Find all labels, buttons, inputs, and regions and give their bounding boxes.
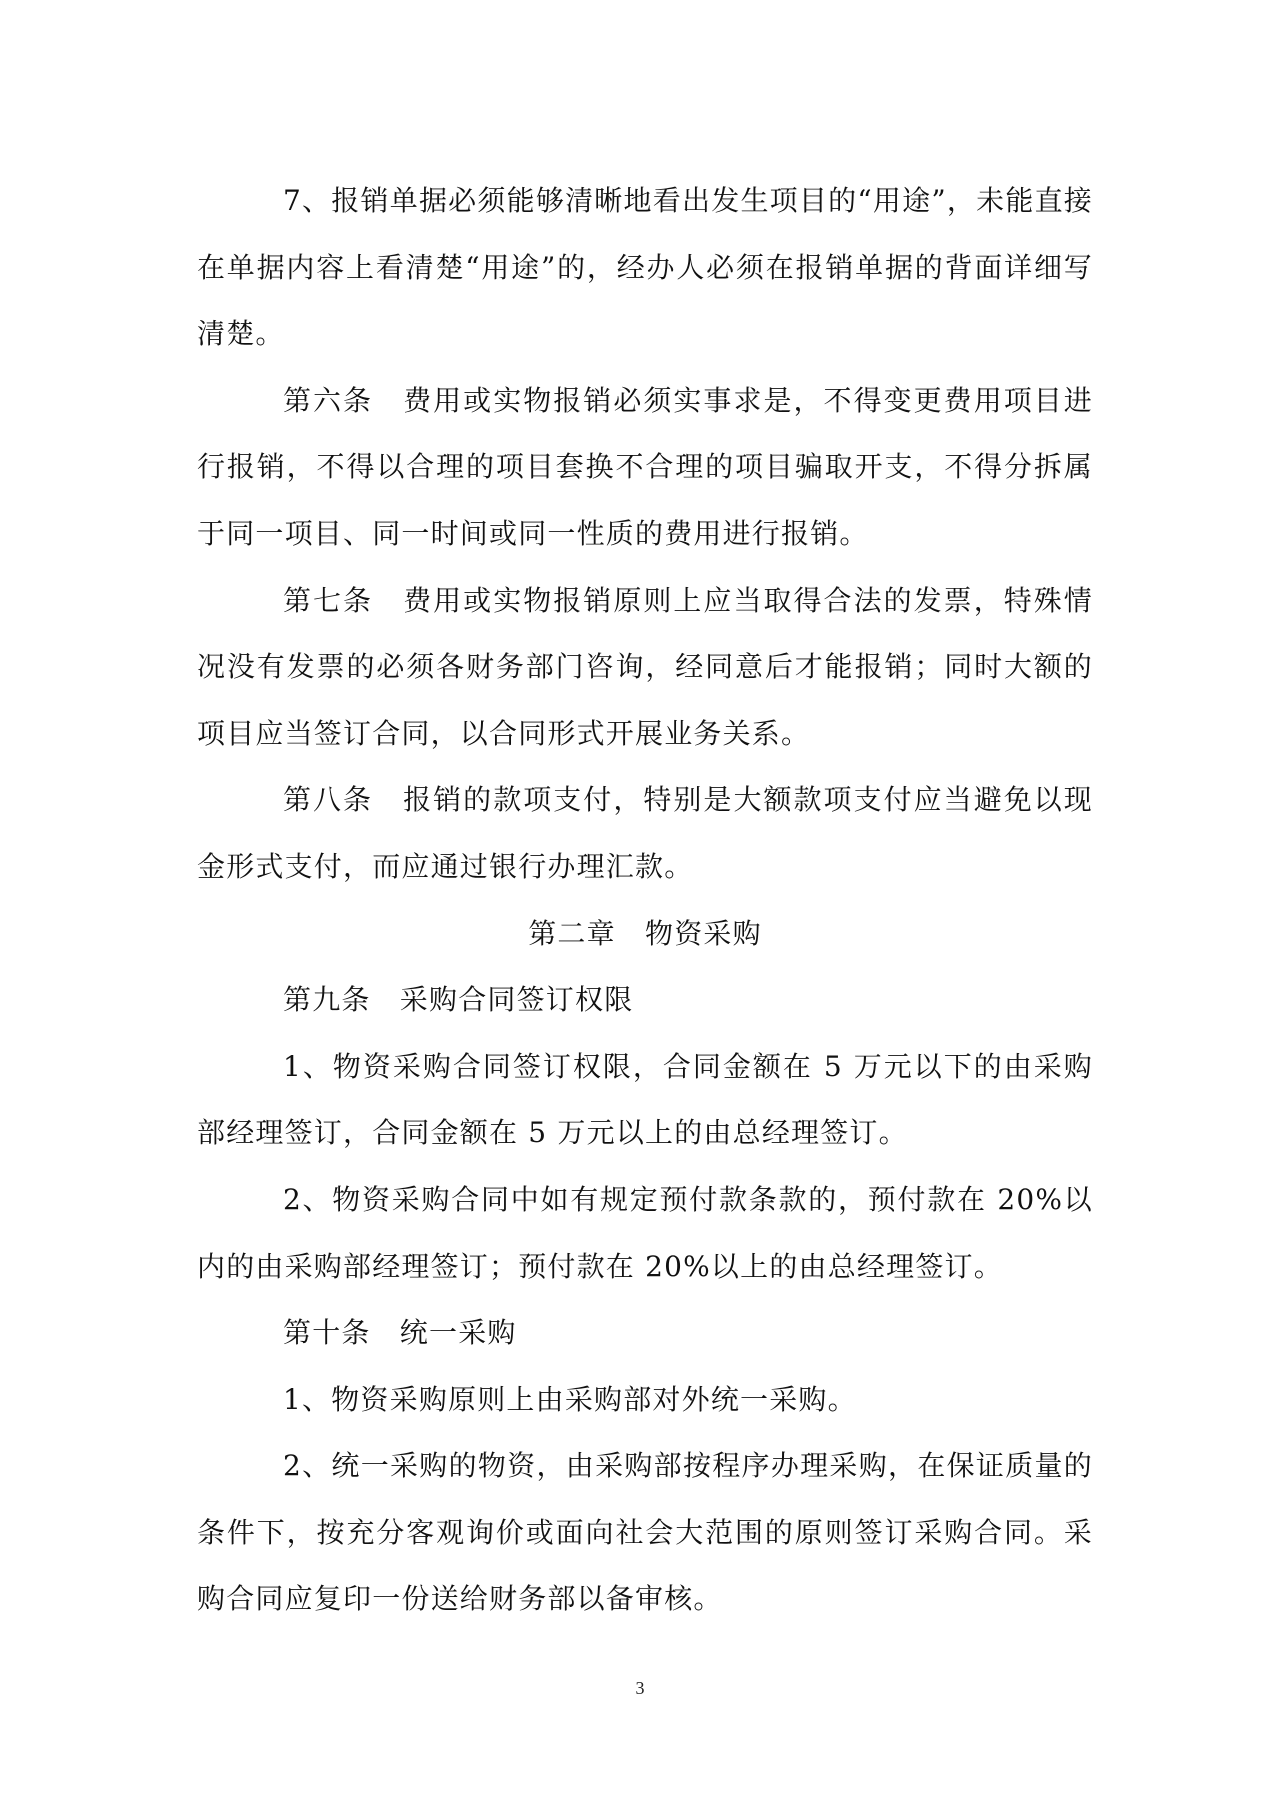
document-body [197, 168, 1093, 1633]
paragraph-article-9-title: 第九条 采购合同签订权限 [283, 983, 634, 1017]
paragraph-article-9-item-1: 1、物资采购合同签订权限，合同金额在 5 万元以下的由采购部经理签订，合同金额在 5 万元以上的由总经理签订。 [197, 1049, 1093, 1150]
page-number: 3 [635, 1678, 645, 1698]
paragraph-article-10-item-1: 1、物资采购原则上由采购部对外统一采购。 [283, 1382, 857, 1416]
paragraph-item-7-usage: 7、报销单据必须能够清晰地看出发生项目的“用途”，未能直接在单据内容上看清楚“用途”的，经办人必须在报销单据的背面详细写清楚。 [197, 184, 1093, 351]
paragraph-article-7: 第七条 费用或实物报销原则上应当取得合法的发票，特殊情况没有发票的必须各财务部门咨询，经同意后才能报销；同时大额的项目应当签订合同，以合同形式开展业务关系。 [197, 583, 1093, 750]
chapter-heading: 第二章 物资采购 [528, 916, 762, 950]
paragraph-article-6: 第六条 费用或实物报销必须实事求是，不得变更费用项目进行报销，不得以合理的项目套换不合理的项目骗取开支，不得分拆属于同一项目、同一时间或同一性质的费用进行报销。 [197, 383, 1093, 550]
paragraph-article-10-title: 第十条 统一采购 [283, 1316, 517, 1350]
paragraph-article-10-item-2: 2、统一采购的物资，由采购部按程序办理采购，在保证质量的条件下，按充分客观询价或面向社会大范围的原则签订采购合同。采购合同应复印一份送给财务部以备审核。 [197, 1449, 1093, 1616]
paragraph-article-8: 第八条 报销的款项支付，特别是大额款项支付应当避免以现金形式支付，而应通过银行办理汇款。 [197, 783, 1093, 883]
paragraph-article-9-item-2: 2、物资采购合同中如有规定预付款条款的，预付款在 20%以内的由采购部经理签订；预付款在 20%以上的由总经理签订。 [197, 1182, 1093, 1283]
